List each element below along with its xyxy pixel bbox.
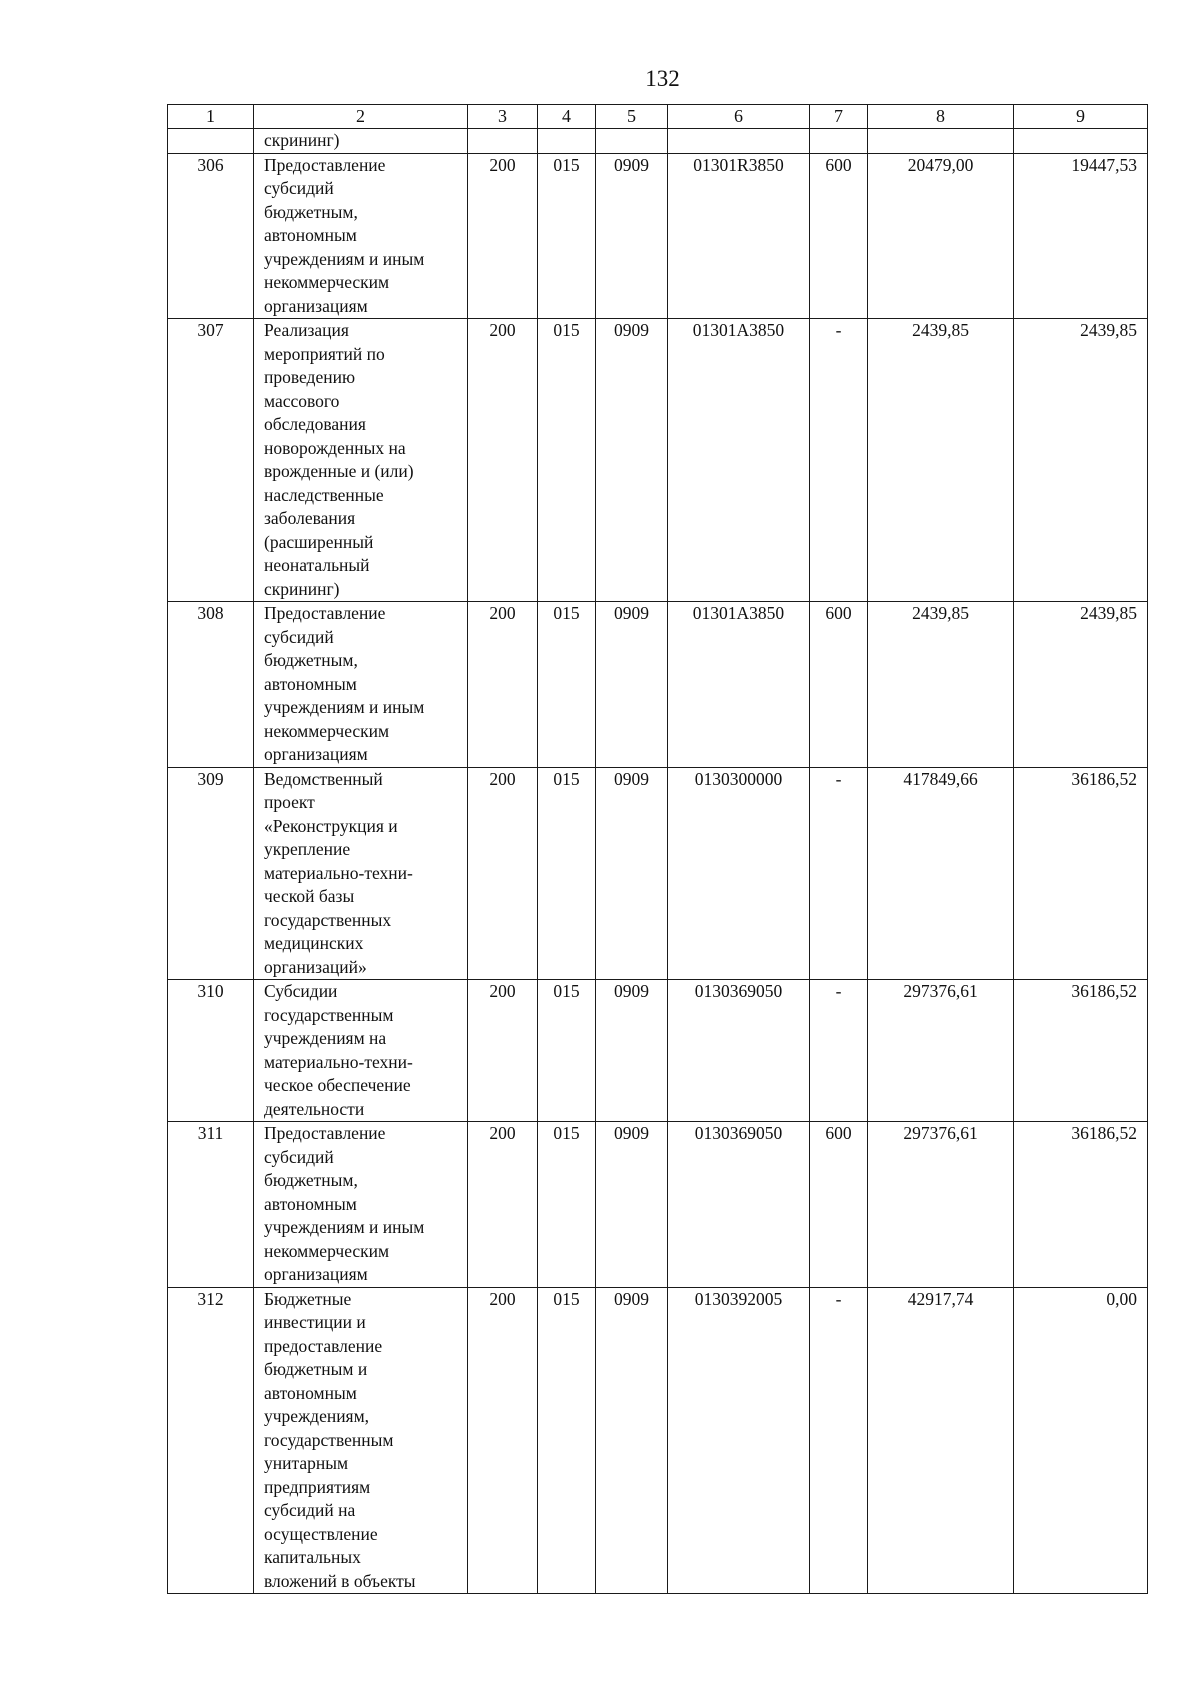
code-cell: 0909 <box>596 602 668 768</box>
description-line: Предоставление <box>264 1123 386 1143</box>
description-line: проведению <box>264 367 356 387</box>
amount-cell: 2439,85 <box>868 319 1014 602</box>
description-line: вложений в объекты <box>264 1570 416 1591</box>
description-line: материально-техни- <box>264 1051 413 1072</box>
description-line: заболевания <box>264 508 356 528</box>
description-line: материально-техни- <box>264 862 413 883</box>
code-cell: - <box>810 1287 868 1594</box>
description-line: массового <box>264 390 340 411</box>
description-cell <box>254 767 468 980</box>
description-line: врожденные и (или) <box>264 461 414 481</box>
code-cell: 0909 <box>596 153 668 319</box>
table-row <box>168 153 1148 319</box>
code-cell: 600 <box>810 1122 868 1288</box>
description-line: обследования <box>264 414 366 434</box>
description-cell: скрининг) <box>254 129 468 154</box>
description-line: бюджетным, <box>264 650 358 670</box>
description-line: бюджетным и <box>264 1359 368 1379</box>
table-cell <box>810 129 868 154</box>
header-row <box>168 105 1148 129</box>
code-cell: 0909 <box>596 980 668 1122</box>
row-number-cell: 307 <box>168 319 254 602</box>
description-line: учреждениям и иным <box>264 697 425 717</box>
description-line: бюджетным, <box>264 1170 358 1190</box>
description-line: инвестиции и <box>264 1312 366 1332</box>
amount-cell: 2439,85 <box>868 602 1014 768</box>
code-cell: 015 <box>538 980 596 1122</box>
code-cell: 0909 <box>596 767 668 980</box>
description-line: унитарным <box>264 1453 349 1473</box>
code-cell: 200 <box>468 1287 538 1594</box>
header-cell: 6 <box>668 105 810 129</box>
description-line: укрепление <box>264 839 351 859</box>
description-line: субсидий на <box>264 1500 356 1520</box>
continuation-row <box>168 129 1148 154</box>
description-line: субсидий <box>264 626 334 647</box>
table-row <box>168 1287 1148 1594</box>
description-cell <box>254 1287 468 1594</box>
header-cell: 7 <box>810 105 868 129</box>
description-line: Предоставление <box>264 603 386 623</box>
header-cell: 5 <box>596 105 668 129</box>
description-line: ческой базы <box>264 886 355 906</box>
description-line: учреждениям, <box>264 1406 370 1426</box>
code-cell: - <box>810 980 868 1122</box>
code-cell: 200 <box>468 767 538 980</box>
description-line: новорожденных на <box>264 437 406 458</box>
description-cell <box>254 980 468 1122</box>
code-cell: 0130369050 <box>668 980 810 1122</box>
table-cell <box>668 129 810 154</box>
amount-cell: 36186,52 <box>1014 767 1148 980</box>
table-row <box>168 980 1148 1122</box>
description-line: учреждениям на <box>264 1028 387 1048</box>
description-line: Реализация <box>264 320 349 340</box>
code-cell: 200 <box>468 1122 538 1288</box>
header-cell: 2 <box>254 105 468 129</box>
code-cell: 0130369050 <box>668 1122 810 1288</box>
description-line: осуществление <box>264 1523 378 1544</box>
description-line: автономным <box>264 1382 357 1403</box>
description-line: некоммерческим <box>264 1240 390 1261</box>
header-cell: 4 <box>538 105 596 129</box>
description-line: некоммерческим <box>264 272 390 292</box>
description-line: организаций» <box>264 956 367 977</box>
table-row <box>168 319 1148 602</box>
description-line: учреждениям и иным <box>264 1217 425 1237</box>
amount-cell: 297376,61 <box>868 980 1014 1122</box>
code-cell: 200 <box>468 980 538 1122</box>
code-cell: 600 <box>810 153 868 319</box>
description-line: государственным <box>264 1429 394 1450</box>
code-cell: 015 <box>538 602 596 768</box>
code-cell: 0130300000 <box>668 767 810 980</box>
table-row <box>168 1122 1148 1288</box>
description-line: некоммерческим <box>264 720 390 741</box>
description-line: Предоставление <box>264 154 386 175</box>
table-cell <box>468 129 538 154</box>
amount-cell: 417849,66 <box>868 767 1014 980</box>
table-cell <box>538 129 596 154</box>
amount-cell: 297376,61 <box>868 1122 1014 1288</box>
row-number-cell: 308 <box>168 602 254 768</box>
description-line: Ведомственный <box>264 768 383 789</box>
amount-cell: 36186,52 <box>1014 980 1148 1122</box>
description-line: предприятиям <box>264 1476 371 1497</box>
code-cell: 01301R3850 <box>668 153 810 319</box>
header-cell: 3 <box>468 105 538 129</box>
row-number-cell: 311 <box>168 1122 254 1288</box>
description-line: государственным <box>264 1004 394 1025</box>
table-cell <box>1014 129 1148 154</box>
amount-cell: 20479,00 <box>868 153 1014 319</box>
code-cell: 015 <box>538 1122 596 1288</box>
code-cell: 200 <box>468 602 538 768</box>
description-line: неонатальный <box>264 555 370 575</box>
amount-cell: 2439,85 <box>1014 602 1148 768</box>
code-cell: 01301A3850 <box>668 319 810 602</box>
description-line: бюджетным, <box>264 201 358 222</box>
row-number-cell: 312 <box>168 1287 254 1594</box>
description-line: субсидий <box>264 1146 334 1167</box>
description-line: мероприятий по <box>264 343 385 364</box>
description-line: проект <box>264 792 315 812</box>
description-line: организациям <box>264 295 368 316</box>
row-number-cell: 309 <box>168 767 254 980</box>
description-line: субсидий <box>264 178 334 198</box>
header-cell: 8 <box>868 105 1014 129</box>
table-cell <box>868 129 1014 154</box>
description-line: автономным <box>264 225 357 245</box>
page-number: 132 <box>645 66 680 91</box>
amount-cell: 36186,52 <box>1014 1122 1148 1288</box>
code-cell: - <box>810 767 868 980</box>
amount-cell: 42917,74 <box>868 1287 1014 1594</box>
code-cell: 0130392005 <box>668 1287 810 1594</box>
description-line: наследственные <box>264 484 384 505</box>
description-line: Бюджетные <box>264 1288 352 1309</box>
description-line: учреждениям и иным <box>264 248 425 269</box>
code-cell: 015 <box>538 153 596 319</box>
description-line: организациям <box>264 1264 368 1284</box>
budget-table <box>167 104 1148 1594</box>
amount-cell: 19447,53 <box>1014 153 1148 319</box>
description-cell <box>254 1122 468 1288</box>
description-line: Субсидии <box>264 981 338 1001</box>
code-cell: 0909 <box>596 1287 668 1594</box>
table-cell <box>596 129 668 154</box>
description-line: медицинских <box>264 933 364 953</box>
code-cell: 600 <box>810 602 868 768</box>
code-cell: 015 <box>538 1287 596 1594</box>
amount-cell: 0,00 <box>1014 1287 1148 1594</box>
description-line: капитальных <box>264 1547 361 1567</box>
description-cell <box>254 153 468 319</box>
header-cell: 9 <box>1014 105 1148 129</box>
code-cell: - <box>810 319 868 602</box>
description-line: (расширенный <box>264 531 374 552</box>
description-line: скрининг) <box>264 578 340 599</box>
description-line: автономным <box>264 1193 357 1214</box>
description-line: деятельности <box>264 1098 365 1119</box>
description-line: автономным <box>264 673 357 694</box>
table-row <box>168 602 1148 768</box>
code-cell: 01301A3850 <box>668 602 810 768</box>
code-cell: 015 <box>538 767 596 980</box>
description-line: предоставление <box>264 1335 383 1356</box>
description-cell <box>254 602 468 768</box>
table-row <box>168 767 1148 980</box>
table-cell <box>168 129 254 154</box>
code-cell: 200 <box>468 153 538 319</box>
description-line: государственных <box>264 909 392 930</box>
code-cell: 0909 <box>596 1122 668 1288</box>
amount-cell: 2439,85 <box>1014 319 1148 602</box>
row-number-cell: 306 <box>168 153 254 319</box>
description-line: «Реконструкция и <box>264 815 398 836</box>
code-cell: 200 <box>468 319 538 602</box>
description-line: ческое обеспечение <box>264 1075 411 1095</box>
code-cell: 0909 <box>596 319 668 602</box>
header-cell: 1 <box>168 105 254 129</box>
description-cell <box>254 319 468 602</box>
description-line: организациям <box>264 744 368 764</box>
row-number-cell: 310 <box>168 980 254 1122</box>
code-cell: 015 <box>538 319 596 602</box>
